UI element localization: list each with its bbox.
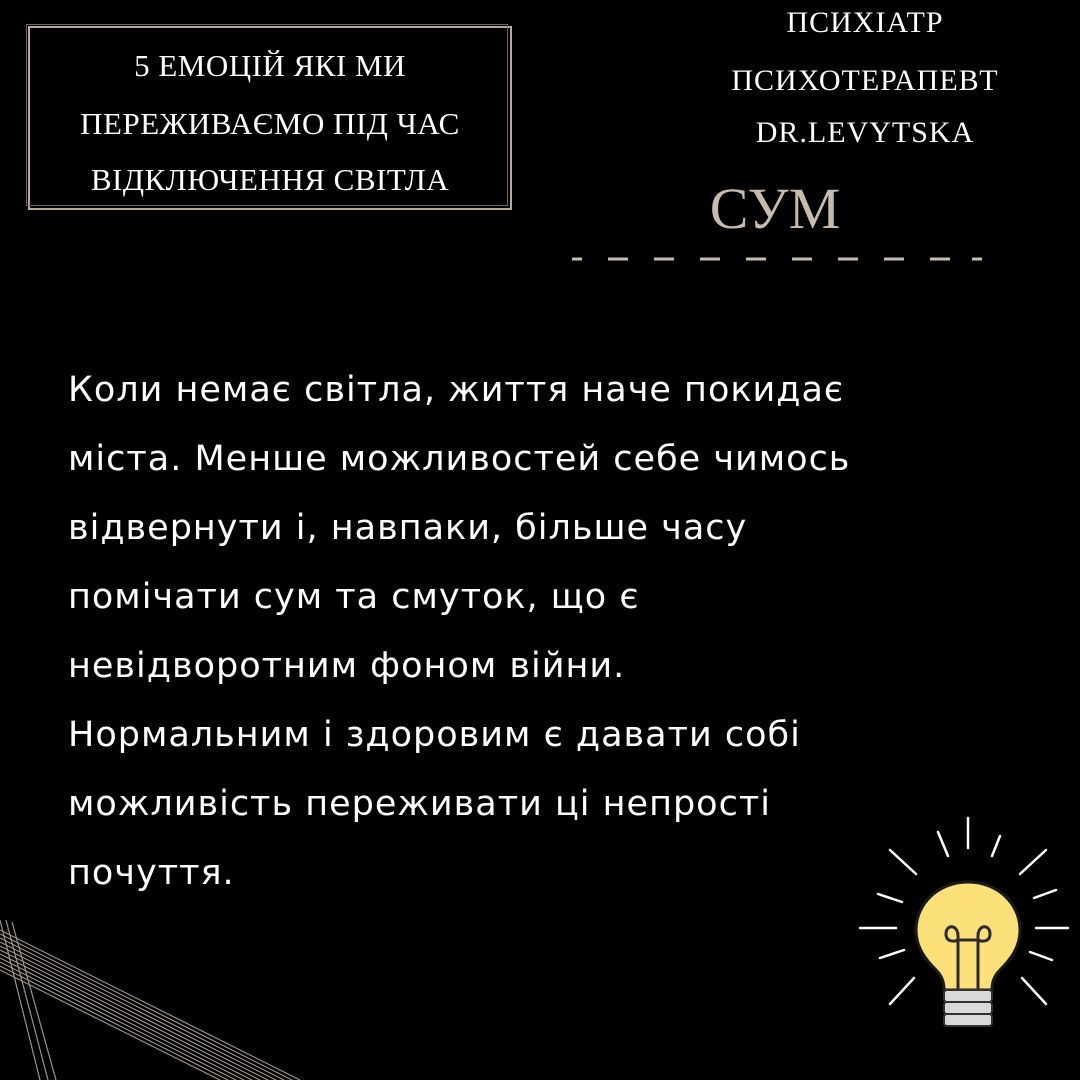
author-name: DR.LEVYTSKA xyxy=(755,116,975,149)
dashed-divider xyxy=(568,244,988,274)
emotion-heading: СУМ xyxy=(709,176,841,241)
body-line: почуття. xyxy=(68,853,235,893)
title-line-1: 5 ЕМОЦІЙ ЯКІ МИ xyxy=(134,48,406,83)
author-role-2: ПСИХОТЕРАПЕВТ xyxy=(731,64,999,97)
body-line: міста. Менше можливостей себе чимось xyxy=(68,439,851,479)
body-line: Коли немає світла, життя наче покидає xyxy=(68,370,845,410)
title-frame xyxy=(28,26,512,210)
body-line: помічати сум та смуток, що є xyxy=(68,577,640,617)
title-line-2: ПЕРЕЖИВАЄМО ПІД ЧАС xyxy=(80,106,460,141)
body-line: невідворотним фоном війни. xyxy=(68,646,626,686)
title-line-3: ВІДКЛЮЧЕННЯ СВІТЛА xyxy=(90,162,450,197)
body-line: можливість переживати ці непрості xyxy=(68,784,771,824)
light-bulb-icon xyxy=(850,810,1070,1040)
body-line: відвернути і, навпаки, більше часу xyxy=(68,508,748,548)
decorative-lines xyxy=(0,900,340,1080)
body-line: Нормальним і здоровим є давати собі xyxy=(68,715,801,755)
author-role-1: ПСИХІАТР xyxy=(786,6,944,39)
